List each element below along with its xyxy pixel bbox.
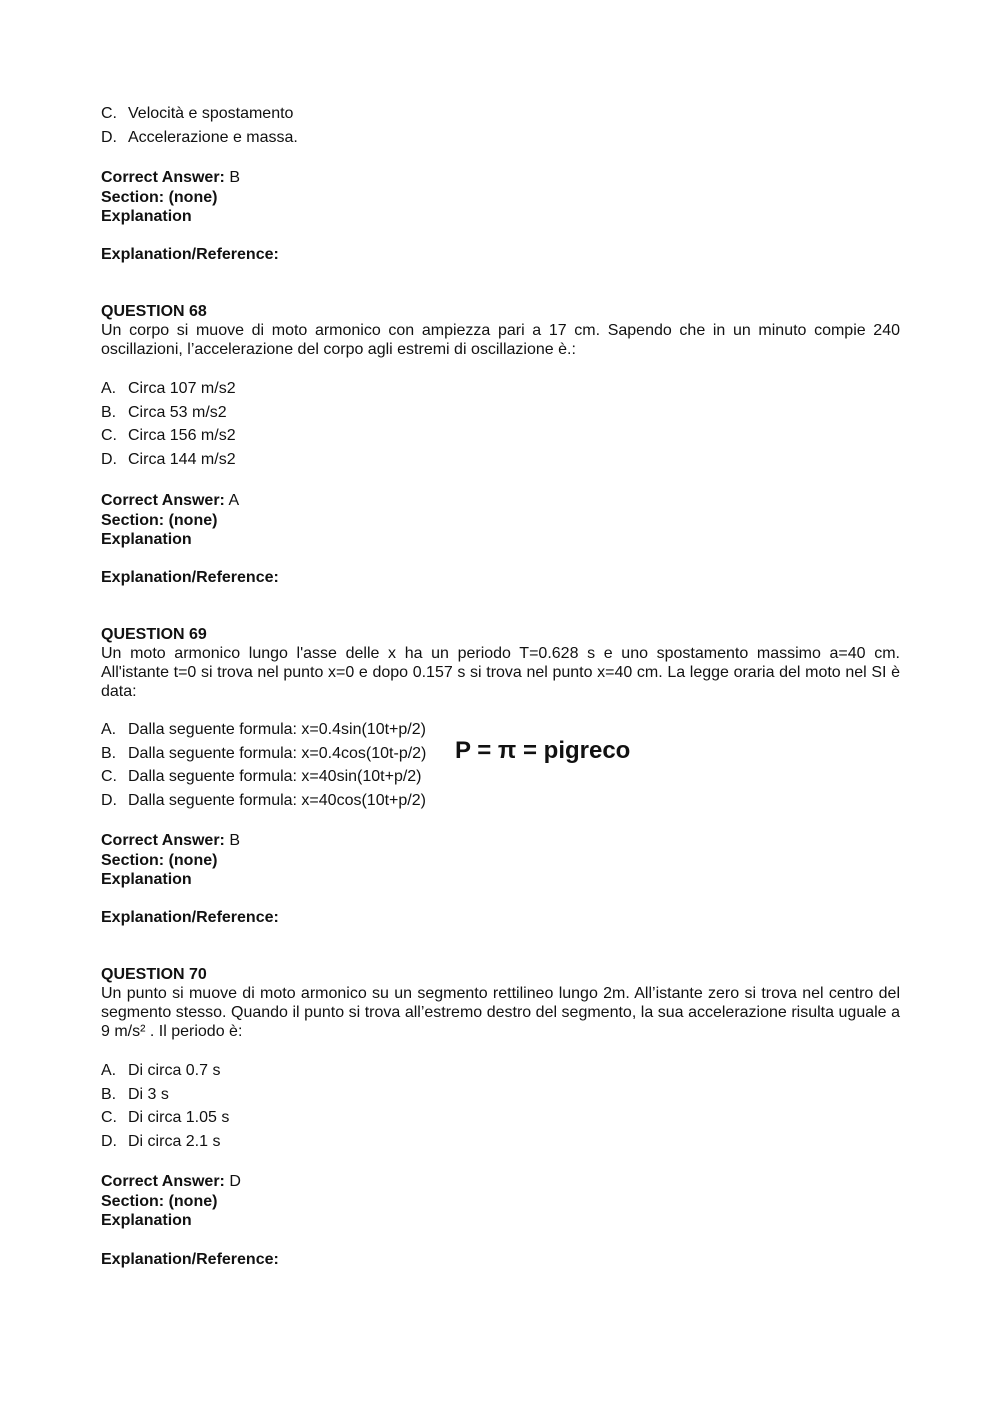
question-title: QUESTION 68 [101,303,207,320]
option-text: Circa 53 m/s2 [128,403,227,421]
option-letter: D. [101,1132,117,1150]
option-text: Di circa 1.05 s [128,1109,230,1126]
option-text: Di circa 2.1 s [128,1132,221,1150]
section-label: Section: (none) [101,1192,218,1210]
correct-answer-value: A [228,492,240,509]
correct-answer-label: Correct Answer: [101,832,225,849]
option-letter: A. [101,380,117,397]
option-text: Di 3 s [128,1085,169,1103]
option-letter: C. [101,105,117,122]
correct-answer [101,1172,900,1192]
question-68-options [101,379,900,473]
question-69-answer-block [101,831,900,890]
option-b [101,1085,900,1109]
option-text: Accelerazione e massa. [128,128,298,146]
explanation-reference-label: Explanation/Reference: [101,246,279,263]
correct-answer [101,491,900,511]
prev-question-options [101,104,900,151]
option-letter: A. [101,1062,117,1079]
option-a [101,379,900,403]
option-letter: C. [101,1109,117,1126]
option-letter: B. [101,744,117,762]
correct-answer-value: B [229,832,241,849]
question-text: Un corpo si muove di moto armonico con ampiezza pari a 17 cm. Sapendo che in un minuto compie 240 oscillazioni, l’accelerazione del corpo agli estremi di oscillazione è.: [101,322,900,358]
option-text: Circa 144 m/s2 [128,450,236,468]
option-letter: D. [101,128,117,146]
question-70 [101,965,900,1041]
question-68-answer-block [101,491,900,550]
option-b [101,403,900,427]
correct-answer-label: Correct Answer: [101,169,225,186]
option-c [101,104,900,128]
option-text: Di circa 0.7 s [128,1062,221,1079]
explanation-reference-label: Explanation/Reference: [101,909,279,926]
option-d [101,128,900,152]
question-70-answer-block [101,1172,900,1231]
explanation-reference-label: Explanation/Reference: [101,1251,279,1268]
option-c [101,1108,900,1132]
pi-note: P = π = pigreco [455,737,631,764]
question-69 [101,625,900,701]
explanation-label: Explanation [101,208,192,225]
option-text: Velocità e spostamento [128,105,294,122]
option-letter: D. [101,791,117,809]
explanation-label: Explanation [101,871,192,888]
explanation-label: Explanation [101,531,192,548]
section-label: Section: (none) [101,851,218,869]
correct-answer [101,168,900,188]
option-d [101,450,900,474]
option-c [101,767,900,791]
question-title: QUESTION 70 [101,966,207,983]
correct-answer-label: Correct Answer: [101,1173,225,1190]
option-text: Circa 156 m/s2 [128,427,236,444]
option-d [101,791,900,815]
explanation-label: Explanation [101,1212,192,1229]
option-letter: C. [101,427,117,444]
option-text: Dalla seguente formula: x=0.4sin(10t+p/2) [128,721,426,738]
question-title: QUESTION 69 [101,626,207,643]
correct-answer [101,831,900,851]
question-69-options [101,720,900,814]
option-letter: A. [101,721,117,738]
option-a [101,1061,900,1085]
section-label: Section: (none) [101,511,218,529]
option-text: Circa 107 m/s2 [128,380,236,397]
correct-answer-label: Correct Answer: [101,492,225,509]
option-d [101,1132,900,1156]
option-text: Dalla seguente formula: x=40cos(10t+p/2) [128,791,426,809]
option-letter: B. [101,1085,117,1103]
explanation-reference-label: Explanation/Reference: [101,569,279,586]
question-68 [101,302,900,359]
question-text: Un punto si muove di moto armonico su un segmento rettilineo lungo 2m. All’istante zero si trova nel centro del segmento stesso. Quando il punto si trova all’estremo destro del segmento, la sua accelerazione risulta uguale a 9 m/s² . Il periodo è: [101,985,900,1040]
prev-answer-block [101,168,900,227]
option-text: Dalla seguente formula: x=0.4cos(10t-p/2) [128,744,427,762]
option-c [101,426,900,450]
question-text: Un moto armonico lungo l'asse delle x ha un periodo T=0.628 s e uno spostamento massimo a=40 cm. All'istante t=0 si trova nel punto x=0 e dopo 0.157 s si trova nel punto x=40 cm. La legge oraria del moto nel SI è data: [101,645,900,700]
question-70-options [101,1061,900,1155]
correct-answer-value: D [229,1173,241,1190]
option-letter: C. [101,768,117,785]
section-label: Section: (none) [101,188,218,206]
option-letter: B. [101,403,117,421]
option-letter: D. [101,450,117,468]
correct-answer-value: B [229,169,241,186]
option-text: Dalla seguente formula: x=40sin(10t+p/2) [128,768,422,785]
